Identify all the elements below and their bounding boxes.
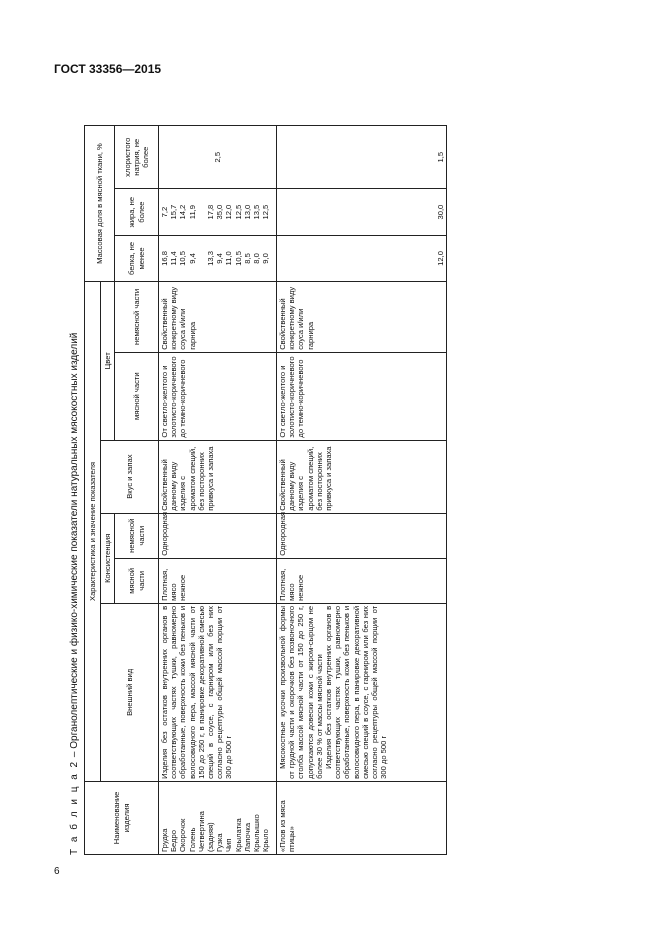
header-characteristics: Характеристика и значение показателя [85, 282, 101, 782]
protein-value [197, 238, 206, 279]
color-nonmeat-cell: Свойственный конкретному виду соуса и/или гарнира [159, 282, 277, 353]
fat-value: 14,2 [178, 204, 188, 220]
caption-label: Т а б л и ц а 2 [69, 759, 80, 855]
product-name: Гузка [215, 833, 225, 852]
header-color-meat: мясной части [115, 352, 159, 440]
product-name: Чип [224, 838, 234, 852]
protein-value: 8,0 [252, 253, 262, 264]
salt-value-cell: 1,5 [277, 126, 447, 189]
product-names-cell [159, 781, 277, 854]
product-name: Лапочка [242, 822, 252, 852]
product-name: Грудка [160, 828, 169, 852]
table-caption [68, 125, 82, 855]
caption-text: – Органолептические и физико-химические показатели натуральных мясокостных изделий [69, 332, 80, 760]
fat-value: 12,5 [261, 204, 271, 220]
consistency-nonmeat-cell: Однородная [159, 513, 277, 558]
fat-value: 35,0 [215, 204, 225, 220]
header-color-nonmeat: немясной части [115, 282, 159, 353]
color-meat-cell: От светло-желтого и золотисто-коричневого до темно-коричневого [277, 352, 447, 440]
table-row [277, 126, 447, 855]
consistency-meat-cell: Плотная, мясо нежное [277, 558, 447, 603]
consistency-meat-cell: Плотная, мясо нежное [159, 558, 277, 603]
appearance-cell [277, 603, 447, 781]
header-consistency-nonmeat: немясной части [115, 513, 159, 558]
header-color: Цвет [101, 282, 115, 440]
protein-value: 8,5 [242, 253, 252, 264]
fat-value: 13,5 [252, 204, 262, 220]
protein-value-cell: 12,0 [277, 235, 447, 281]
header-consistency-meat: мясной части [115, 558, 159, 603]
protein-values-cell [159, 235, 277, 281]
fat-value: 12,5 [233, 204, 243, 220]
header-fat: жира, не более [115, 189, 159, 235]
header-taste-smell: Вкус и запах [101, 440, 159, 513]
fat-value: 13,0 [242, 204, 252, 220]
spec-table [84, 125, 447, 855]
header-consistency: Консистенция [101, 513, 115, 603]
product-name: Голень [187, 827, 197, 852]
color-meat-cell: От светло-желтого и золотисто-коричневого до темно-коричневого [159, 352, 277, 440]
product-name: Крыло [261, 829, 271, 852]
appearance-cell: Изделия без остатков внутренних органов в соответствующих частях тушки, равномерно обработанные, поверхность кожи без пеньков и волосовидного пера, массой мясной части от 150 до 250 г, в панировке декоративной смесью специй в соусе, с гарниром или без них согласно рецептуры общей массой порции от 300 до 500 г [159, 603, 277, 781]
rotated-table-area [68, 125, 588, 855]
table-row [159, 126, 277, 855]
appearance-paragraph: Изделия без остатков внутренних органов в соответствующих частях тушки, равномерно обработанные, поверхность кожи без пеньков и волосовидного пера, в панировке декоративной смесью специй в соусе, с гарниром или без них согласно рецептуры общей массой порции от 300 до 500 г [324, 605, 389, 779]
protein-value: 9,0 [261, 253, 271, 264]
taste-cell: Свойственный данному виду изделия с ароматом специй, без посторонних привкуса и запаха [159, 440, 277, 513]
color-nonmeat-cell: Свойственный конкретному виду соуса и/или гарнира [277, 282, 447, 353]
protein-value: 13,3 [206, 251, 215, 266]
protein-value: 16,8 [160, 251, 169, 266]
fat-value: 15,7 [169, 204, 179, 220]
fat-values-cell [159, 189, 277, 235]
header-protein: белка, не менее [115, 235, 159, 281]
product-name: Окорочок [178, 818, 188, 852]
product-name-cell: «Плов из мяса птицы» [277, 781, 447, 854]
fat-value-cell: 30,0 [277, 189, 447, 235]
header-salt: хлористого натрия, не более [115, 126, 159, 189]
protein-value: 11,4 [169, 251, 179, 266]
fat-value: 17,8 [206, 204, 215, 220]
header-appearance: Внешний вид [101, 603, 159, 781]
fat-value [197, 191, 206, 232]
salt-value-cell: 2,5 [159, 126, 277, 189]
product-name: Крылышко [252, 814, 262, 852]
protein-value: 10,5 [178, 251, 188, 266]
page-number: 6 [54, 866, 60, 877]
standard-header: ГОСТ 33356—2015 [54, 62, 162, 76]
consistency-nonmeat-cell: Однородная [277, 513, 447, 558]
protein-value: 9,4 [215, 253, 225, 264]
product-name: Четвертина (задняя) [196, 811, 216, 852]
protein-value: 11,0 [224, 251, 234, 266]
product-name: Бедро [169, 830, 179, 852]
taste-cell: Свойственный данному виду изделия с ароматом специй, без посторонних привкуса и запаха [277, 440, 447, 513]
appearance-paragraph: Мясокостные кусочки произвольной формы от грудной части и окорочков без позвоночного столба массой мясной части от 150 до 250 г, допускаются довески кожи с жиром-сырцом не более 30 % от массы мясной части [278, 605, 324, 779]
header-product-name: Наименование изделия [85, 781, 159, 854]
fat-value: 12,0 [224, 204, 234, 220]
protein-value: 9,4 [187, 253, 197, 264]
protein-value: 10,5 [233, 251, 243, 266]
fat-value: 7,2 [160, 206, 169, 218]
fat-value: 11,9 [187, 205, 197, 220]
product-name: Крылатка [233, 818, 243, 852]
header-mass-fraction: Массовая доля в мясной ткани, % [85, 126, 115, 282]
